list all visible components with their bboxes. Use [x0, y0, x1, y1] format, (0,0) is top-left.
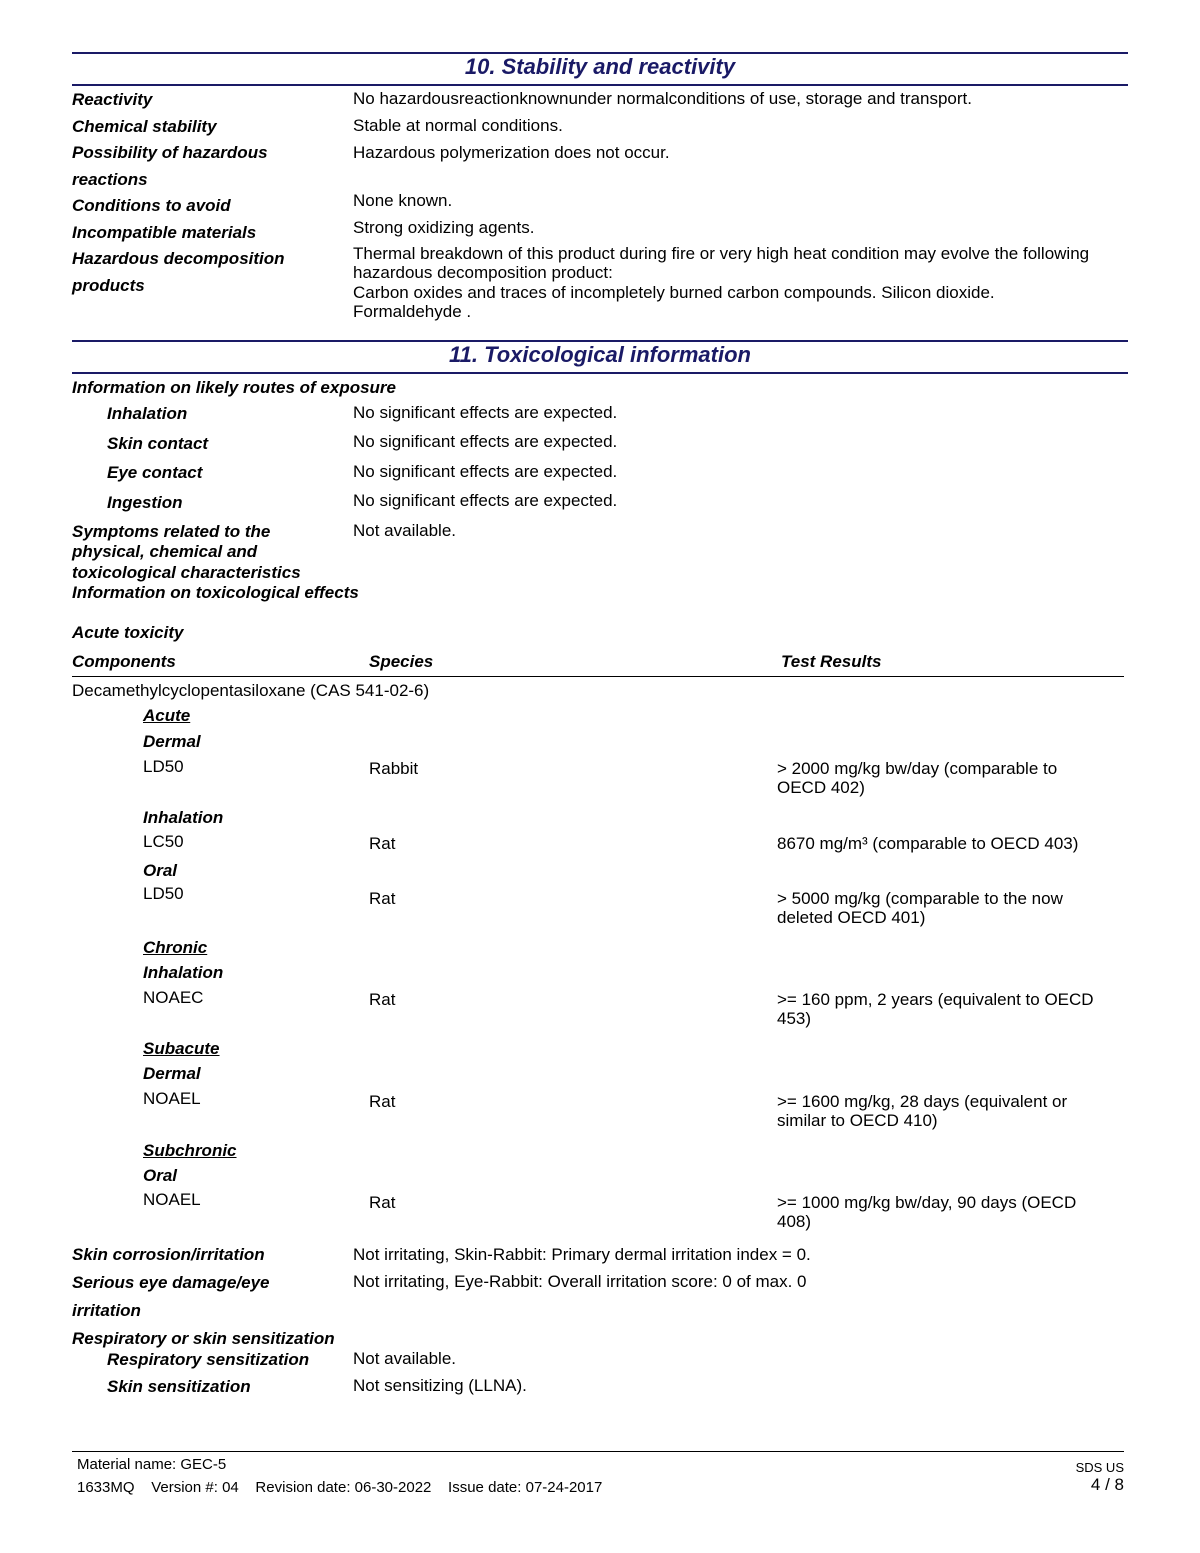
- result-ld50-dermal-line1: > 2000 mg/kg bw/day (comparable to: [777, 759, 1058, 778]
- species-rabbit: Rabbit: [369, 759, 419, 778]
- eye-damage-label-line1: Serious eye damage/eye: [72, 1273, 270, 1292]
- section10-title: 10. Stability and reactivity: [464, 54, 736, 79]
- chemical-stability-value: Stable at normal conditions.: [353, 116, 563, 135]
- skin-contact-value: No significant effects are expected.: [353, 432, 618, 451]
- result-ld50-dermal-line2: OECD 402): [777, 778, 865, 797]
- species-rat-lc50: Rat: [369, 834, 396, 853]
- ingestion-label: Ingestion: [107, 493, 183, 512]
- hazardous-decomposition-label-line1: Hazardous decomposition: [72, 249, 285, 268]
- hazardous-reactions-value: Hazardous polymerization does not occur.: [353, 143, 670, 162]
- incompatible-materials-label: Incompatible materials: [72, 223, 257, 242]
- eye-damage-label-line2: irritation: [72, 1301, 141, 1320]
- footer-doc-info: 1633MQ Version #: 04 Revision date: 06-30-2022 Issue date: 07-24-2017: [77, 1479, 603, 1496]
- result-noael-dermal-line1: >= 1600 mg/kg, 28 days (equivalent or: [777, 1092, 1068, 1111]
- category-acute: Acute: [143, 706, 191, 725]
- hazardous-decomposition-value-line2: hazardous decomposition product:: [353, 263, 613, 282]
- test-lc50: LC50: [143, 832, 184, 851]
- test-noael-oral: NOAEL: [143, 1190, 201, 1209]
- toxicological-effects-heading: Information on toxicological effects: [72, 583, 359, 602]
- components-column-header: Components: [72, 652, 176, 671]
- inhalation-route-value: No significant effects are expected.: [353, 403, 618, 422]
- section10-bottom-rule: [72, 84, 1128, 86]
- species-rat-noaec: Rat: [369, 990, 396, 1009]
- symptoms-value: Not available.: [353, 521, 457, 540]
- hazardous-reactions-label-line2: reactions: [72, 170, 148, 189]
- footer-material-name: Material name: GEC-5: [77, 1456, 227, 1473]
- sensitization-heading: Respiratory or skin sensitization: [72, 1329, 335, 1348]
- eye-damage-value: Not irritating, Eye-Rabbit: Overall irritation score: 0 of max. 0: [353, 1272, 807, 1291]
- test-noaec: NOAEC: [143, 988, 204, 1007]
- skin-contact-label: Skin contact: [107, 434, 209, 453]
- respiratory-sensitization-label: Respiratory sensitization: [107, 1350, 310, 1369]
- result-noael-oral-line1: >= 1000 mg/kg bw/day, 90 days (OECD: [777, 1193, 1077, 1212]
- ingestion-value: No significant effects are expected.: [353, 491, 618, 510]
- footer-rule: [72, 1451, 1124, 1452]
- result-noael-dermal-line2: similar to OECD 410): [777, 1111, 938, 1130]
- species-column-header: Species: [369, 652, 434, 671]
- result-ld50-oral-line2: deleted OECD 401): [777, 908, 926, 927]
- inhalation-route-label: Inhalation: [107, 404, 188, 423]
- route-dermal-subacute: Dermal: [143, 1064, 201, 1083]
- category-chronic: Chronic: [143, 938, 208, 957]
- acute-toxicity-heading: Acute toxicity: [72, 623, 184, 642]
- test-ld50-oral: LD50: [143, 884, 184, 903]
- test-ld50-dermal: LD50: [143, 757, 184, 776]
- skin-sensitization-value: Not sensitizing (LLNA).: [353, 1376, 527, 1395]
- hazardous-decomposition-value-line4: Formaldehyde .: [353, 302, 472, 321]
- result-lc50: 8670 mg/m³ (comparable to OECD 403): [777, 834, 1079, 853]
- symptoms-label-line2: physical, chemical and: [72, 542, 258, 561]
- route-oral-acute: Oral: [143, 861, 178, 880]
- species-rat-subchronic: Rat: [369, 1193, 396, 1212]
- section11-title: 11. Toxicological information: [449, 342, 751, 367]
- result-noaec-line1: >= 160 ppm, 2 years (equivalent to OECD: [777, 990, 1094, 1009]
- component-name: Decamethylcyclopentasiloxane (CAS 541-02-6): [72, 681, 430, 700]
- table-header-rule: [72, 676, 1124, 677]
- eye-contact-value: No significant effects are expected.: [353, 462, 618, 481]
- hazardous-decomposition-label-line2: products: [72, 276, 145, 295]
- skin-corrosion-value: Not irritating, Skin-Rabbit: Primary dermal irritation index = 0.: [353, 1245, 811, 1264]
- test-results-column-header: Test Results: [781, 652, 882, 671]
- test-noael-dermal: NOAEL: [143, 1089, 201, 1108]
- reactivity-label: Reactivity: [72, 90, 153, 109]
- hazardous-reactions-label-line1: Possibility of hazardous: [72, 143, 268, 162]
- result-ld50-oral-line1: > 5000 mg/kg (comparable to the now: [777, 889, 1063, 908]
- conditions-to-avoid-value: None known.: [353, 191, 453, 210]
- category-subacute: Subacute: [143, 1039, 220, 1058]
- route-inhalation-acute: Inhalation: [143, 808, 224, 827]
- category-subchronic: Subchronic: [143, 1141, 237, 1160]
- footer-sds-label: SDS US: [1075, 1460, 1124, 1475]
- eye-contact-label: Eye contact: [107, 463, 203, 482]
- hazardous-decomposition-value-line3: Carbon oxides and traces of incompletely burned carbon compounds. Silicon dioxide.: [353, 283, 995, 302]
- symptoms-label-line3: toxicological characteristics: [72, 563, 301, 582]
- footer-page-number: 4 / 8: [1090, 1475, 1124, 1494]
- reactivity-value: No hazardousreactionknownunder normalconditions of use, storage and transport.: [353, 89, 972, 108]
- incompatible-materials-value: Strong oxidizing agents.: [353, 218, 535, 237]
- result-noaec-line2: 453): [777, 1009, 812, 1028]
- result-noael-oral-line2: 408): [777, 1212, 812, 1231]
- symptoms-label-line1: Symptoms related to the: [72, 522, 271, 541]
- chemical-stability-label: Chemical stability: [72, 117, 217, 136]
- route-oral-subchronic: Oral: [143, 1166, 178, 1185]
- route-inhalation-chronic: Inhalation: [143, 963, 224, 982]
- species-rat-subacute: Rat: [369, 1092, 396, 1111]
- species-rat-oral: Rat: [369, 889, 396, 908]
- hazardous-decomposition-value-line1: Thermal breakdown of this product during fire or very high heat condition may evolve the following: [353, 244, 1090, 263]
- skin-corrosion-label: Skin corrosion/irritation: [72, 1245, 265, 1264]
- route-dermal-acute: Dermal: [143, 732, 201, 751]
- conditions-to-avoid-label: Conditions to avoid: [72, 196, 231, 215]
- skin-sensitization-label: Skin sensitization: [107, 1377, 251, 1396]
- respiratory-sensitization-value: Not available.: [353, 1349, 457, 1368]
- routes-of-exposure-heading: Information on likely routes of exposure: [72, 378, 396, 397]
- section11-bottom-rule: [72, 372, 1128, 374]
